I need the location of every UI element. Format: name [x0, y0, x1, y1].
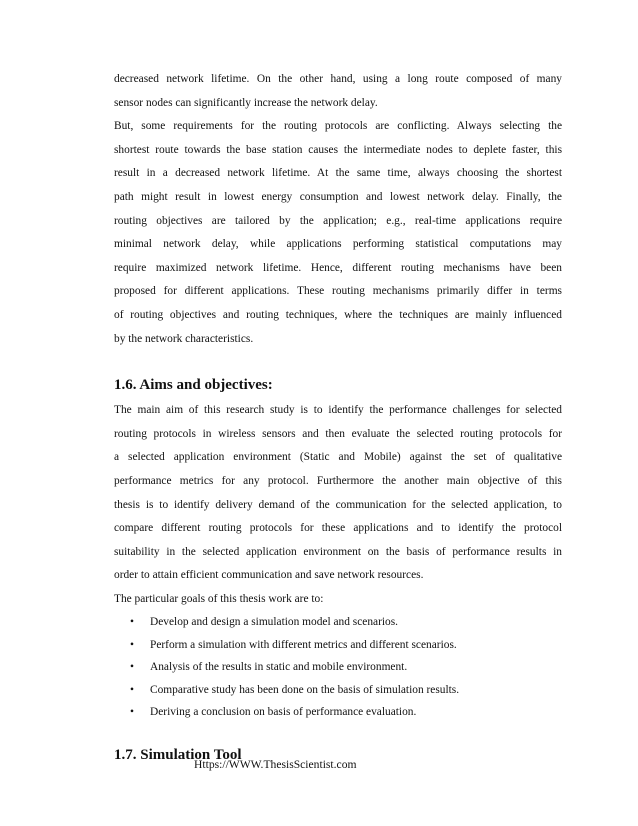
list-item-text: Analysis of the results in static and mobile environment.: [150, 661, 408, 674]
goals-intro: The particular goals of this thesis work are to:: [114, 592, 324, 605]
list-item: [114, 656, 562, 679]
bullet-icon: •: [130, 616, 134, 629]
list-item: [114, 679, 562, 702]
text-line: path might result in lowest energy consumption and lowest network delay. Finally, the: [114, 190, 562, 203]
paragraph-network-lifetime: [114, 68, 562, 115]
text-line: decreased network lifetime. On the other hand, using a long route composed of many: [114, 73, 562, 85]
text-line: sensor nodes can significantly increase the network delay.: [114, 96, 378, 109]
list-item-text: Perform a simulation with different metrics and different scenarios.: [150, 638, 457, 651]
bullet-icon: •: [130, 683, 134, 696]
paragraph-conflicting-requirements: [114, 115, 562, 351]
text-line: result in a decreased network lifetime. At the same time, always choosing the shortest: [114, 167, 562, 180]
text-line: The main aim of this research study is to identify the performance challenges for selected: [114, 404, 562, 417]
text-line: shortest route towards the base station causes the intermediate nodes to deplete faster, this: [114, 143, 562, 156]
text-line: But, some requirements for the routing protocols are conflicting. Always selecting the: [114, 120, 562, 133]
text-line: minimal network delay, while applications performing statistical computations may: [114, 238, 562, 251]
text-line: routing objectives are tailored by the application; e.g., real-time applications require: [114, 214, 562, 227]
text-line: order to attain efficient communication and save network resources.: [114, 569, 424, 582]
section-heading-simulation-tool: 1.7. Simulation Tool: [114, 746, 242, 763]
goals-list: [114, 611, 562, 724]
bullet-icon: •: [130, 661, 134, 674]
page-content: [114, 68, 562, 769]
text-line: a selected application environment (Static and Mobile) against the set of qualitative: [114, 451, 562, 464]
text-line: performance metrics for any protocol. Furthermore the another main objective of this: [114, 474, 562, 487]
list-item-text: Deriving a conclusion on basis of performance evaluation.: [150, 706, 417, 719]
page-footer-url: Https://WWW.ThesisScientist.com: [194, 758, 357, 771]
bullet-icon: •: [130, 638, 134, 651]
text-line: compare different routing protocols for these applications and to identify the protocol: [114, 522, 562, 535]
list-item: [114, 634, 562, 657]
text-line: routing protocols in wireless sensors and then evaluate the selected routing protocols for: [114, 427, 562, 440]
bullet-icon: •: [130, 706, 134, 719]
list-item-text: Develop and design a simulation model and scenarios.: [150, 616, 399, 629]
text-line: require maximized network lifetime. Hence, different routing mechanisms have been: [114, 261, 562, 274]
text-line: proposed for different applications. These routing mechanisms primarily differ in terms: [114, 285, 562, 298]
text-line: of routing objectives and routing techniques, where the techniques are mainly influenced: [114, 308, 562, 321]
list-item-text: Comparative study has been done on the basis of simulation results.: [150, 683, 460, 696]
paragraph-main-aim: [114, 399, 562, 588]
text-line: suitability in the selected application environment on the basis of performance results in: [114, 545, 562, 558]
text-line: by the network characteristics.: [114, 332, 254, 345]
list-item: [114, 701, 562, 724]
section-heading-aims: 1.6. Aims and objectives:: [114, 377, 273, 394]
list-item: [114, 611, 562, 634]
text-line: thesis is to identify delivery demand of the communication for the selected application, to: [114, 498, 562, 511]
